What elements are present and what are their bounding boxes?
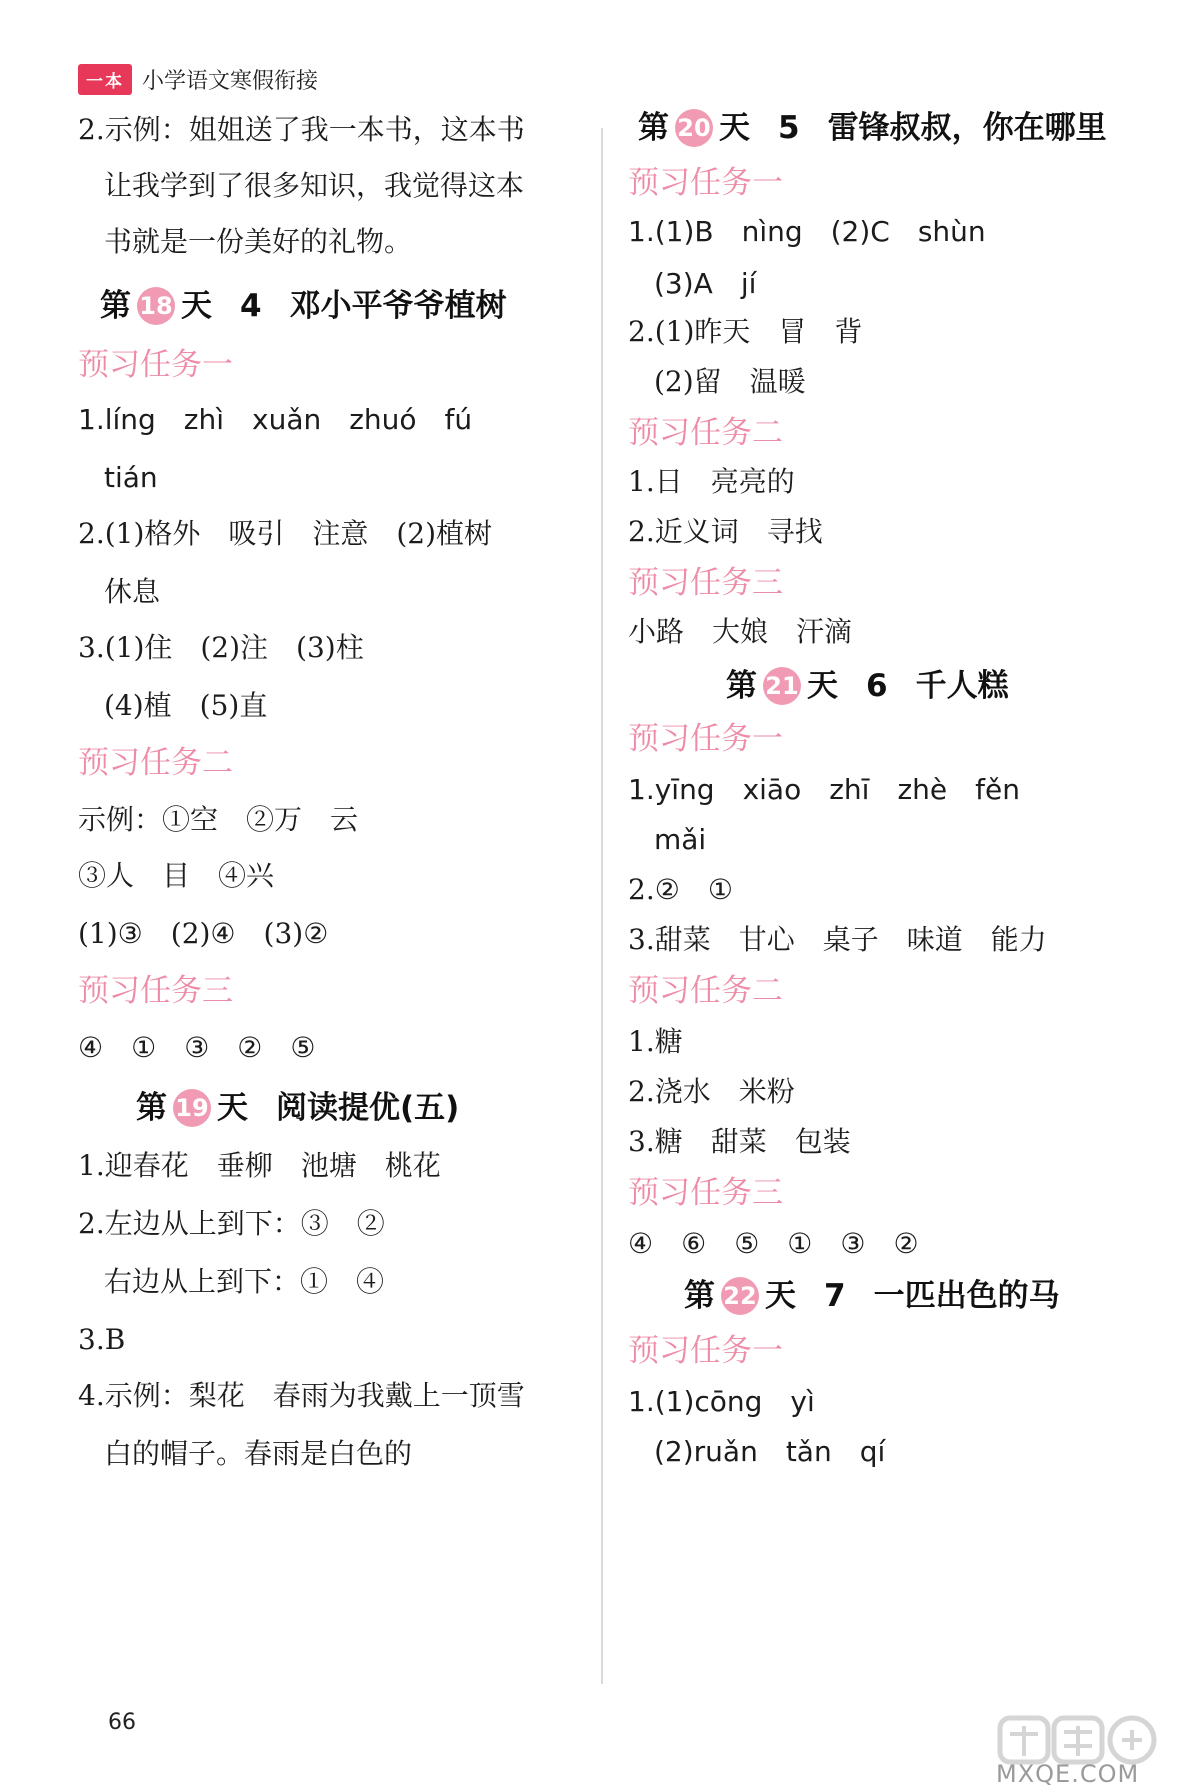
day-heading: [100, 284, 507, 328]
answer-line: ④ ⑥ ⑤ ① ③ ②: [628, 1227, 919, 1260]
answer-line: mǎi: [654, 823, 707, 856]
day-heading: [726, 664, 1009, 708]
day-suffix: 天: [181, 288, 212, 324]
answer-line: (1)③ (2)④ (3)②: [78, 917, 329, 950]
task-heading: 预习任务一: [628, 165, 783, 201]
lesson-title: 阅读提优(五): [276, 1090, 460, 1126]
answer-line: 3.(1)住 (2)注 (3)柱: [78, 631, 364, 664]
answer-line: 1.líng zhì xuǎn zhuó fú: [78, 403, 473, 436]
answer-line: 3.甜菜 甘心 桌子 味道 能力: [628, 923, 1047, 956]
answer-line: (3)A jí: [654, 267, 757, 300]
day-suffix: 天: [719, 110, 750, 146]
answer-line: 1.yīng xiāo zhī zhè fěn: [628, 773, 1020, 806]
answer-line: 示例：①空 ②万 云: [78, 803, 359, 836]
task-heading: 预习任务一: [628, 1333, 783, 1369]
day-number-badge: 18: [137, 287, 175, 325]
answer-line: 让我学到了很多知识，我觉得这本: [104, 169, 525, 202]
day-number-badge: 22: [721, 1277, 759, 1315]
page-number: 66: [108, 1710, 136, 1735]
answer-line: (2)留 温暖: [654, 365, 806, 398]
lesson-title: 千人糕: [915, 668, 1009, 704]
day-suffix: 天: [217, 1090, 248, 1126]
answer-line: 2.② ①: [628, 873, 733, 906]
answer-line: 小路 大娘 汗滴: [628, 615, 853, 648]
day-prefix: 第: [638, 110, 669, 146]
lesson-number: 4: [240, 288, 262, 324]
answer-line: tián: [104, 461, 158, 494]
day-number-badge: 21: [763, 667, 801, 705]
lesson-title: 邓小平爷爷植树: [289, 288, 507, 324]
day-heading: [136, 1086, 459, 1130]
answer-line: 4.示例：梨花 春雨为我戴上一顶雪: [78, 1379, 525, 1412]
answer-line: 白的帽子。春雨是白色的: [104, 1437, 413, 1470]
answer-line: 2.示例：姐姐送了我一本书，这本书: [78, 113, 525, 146]
answer-line: 1.(1)B nìng (2)C shùn: [628, 215, 986, 248]
answer-line: 2.近义词 寻找: [628, 515, 823, 548]
answer-line: 1.糖: [628, 1025, 683, 1058]
task-heading: 预习任务二: [628, 415, 783, 451]
task-heading: 预习任务一: [78, 347, 233, 383]
answer-line: ④ ① ③ ② ⑤: [78, 1031, 316, 1064]
answer-line: (2)ruǎn tǎn qí: [654, 1435, 886, 1468]
task-heading: 预习任务三: [628, 565, 783, 601]
answer-line: 1.日 亮亮的: [628, 465, 795, 498]
lesson-title: 雷锋叔叔，你在哪里: [827, 110, 1107, 146]
day-prefix: 第: [684, 1278, 715, 1314]
lesson-number: 7: [824, 1278, 846, 1314]
day-prefix: 第: [136, 1090, 167, 1126]
task-heading: 预习任务三: [628, 1175, 783, 1211]
day-heading: [638, 106, 1107, 150]
answer-line: 书就是一份美好的礼物。: [104, 225, 413, 258]
answer-line: 1.迎春花 垂柳 池塘 桃花: [78, 1149, 441, 1182]
answer-line: 休息: [104, 575, 161, 608]
task-heading: 预习任务三: [78, 973, 233, 1009]
day-number-badge: 20: [675, 109, 713, 147]
answer-line: 3.B: [78, 1323, 126, 1356]
answer-line: 3.糖 甜菜 包装: [628, 1125, 851, 1158]
day-heading: [684, 1274, 1060, 1318]
day-prefix: 第: [726, 668, 757, 704]
answer-line: 右边从上到下：① ④: [104, 1265, 385, 1298]
answer-line: (4)植 (5)直: [104, 689, 268, 722]
day-suffix: 天: [765, 1278, 796, 1314]
lesson-number: 5: [778, 110, 800, 146]
brand-logo: 一本: [78, 64, 132, 95]
day-prefix: 第: [100, 288, 131, 324]
answer-line: ③人 目 ④兴: [78, 859, 275, 892]
answer-line: 2.(1)格外 吸引 注意 (2)植树: [78, 517, 493, 550]
answer-line: 2.(1)昨天 冒 背: [628, 315, 863, 348]
series-title: 小学语文寒假衔接: [142, 68, 319, 94]
task-heading: 预习任务二: [78, 745, 233, 781]
watermark-text: MXQE.COM: [996, 1760, 1140, 1788]
task-heading: 预习任务二: [628, 973, 783, 1009]
column-divider: [601, 128, 603, 1684]
answer-line: 2.浇水 米粉: [628, 1075, 795, 1108]
task-heading: 预习任务一: [628, 721, 783, 757]
answer-line: 2.左边从上到下：③ ②: [78, 1207, 385, 1240]
answer-line: 1.(1)cōng yì: [628, 1385, 815, 1418]
page-header: [78, 62, 318, 96]
day-number-badge: 19: [173, 1089, 211, 1127]
lesson-title: 一匹出色的马: [873, 1278, 1060, 1314]
lesson-number: 6: [866, 668, 888, 704]
day-suffix: 天: [807, 668, 838, 704]
